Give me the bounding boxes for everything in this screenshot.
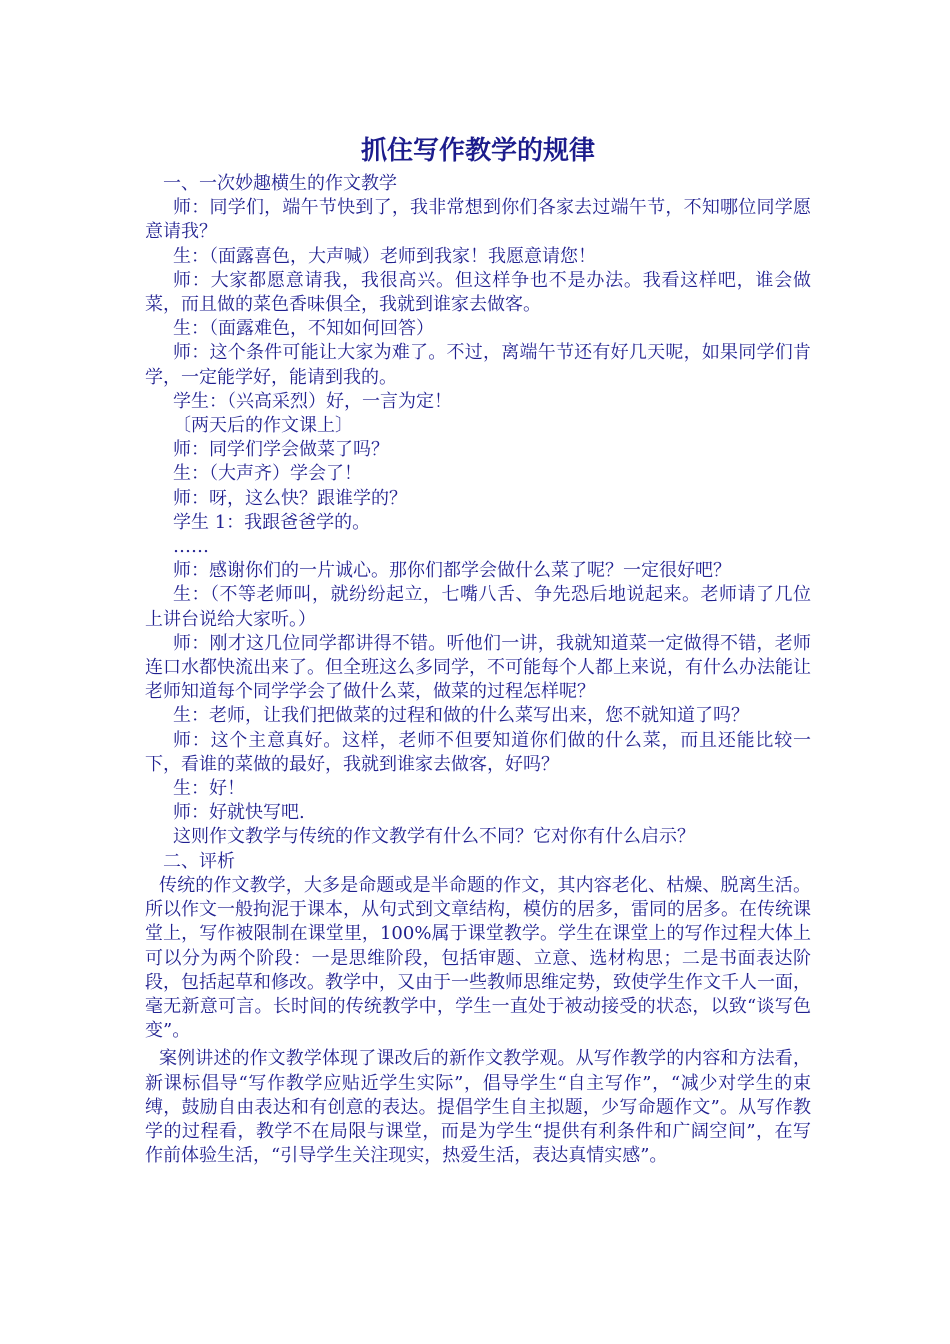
- dialogue-line: 生：（不等老师叫，就纷纷起立，七嘴八舌、争先恐后地说起来。老师请了几位上讲台说给大家听。）: [145, 584, 811, 630]
- dialogue-line: 师：同学们，端午节快到了，我非常想到你们各家去过端午节，不知哪位同学愿意请我？: [145, 197, 811, 243]
- dialogue-line: 师：感谢你们的一片诚心。那你们都学会做什么菜了呢？一定很好吧？: [173, 560, 731, 582]
- dialogue-line: 〔两天后的作文课上〕: [173, 415, 353, 437]
- document-page: [145, 133, 811, 1168]
- dialogue-line: 生：老师，让我们把做菜的过程和做的什么菜写出来，您不就知道了吗？: [173, 705, 749, 727]
- section-heading: 二、评析: [163, 850, 235, 872]
- dialogue-line: 师：这个主意真好。这样，老师不但要知道你们做的什么菜，而且还能比较一下，看谁的菜做的最好，我就到谁家去做客，好吗？: [145, 729, 811, 775]
- discussion-question: 这则作文教学与传统的作文教学有什么不同？它对你有什么启示？: [173, 826, 695, 848]
- dialogue-line: 生：（面露难色，不知如何回答）: [173, 318, 434, 340]
- dialogue-line: 师：好就快写吧.: [173, 802, 305, 824]
- dialogue-line: 生：（大声齐）学会了！: [173, 463, 362, 485]
- dialogue-line: ……: [173, 536, 209, 558]
- section-heading: 一、一次妙趣横生的作文教学: [163, 173, 397, 194]
- dialogue-line: 生：（面露喜色，大声喊）老师到我家！我愿意请您！: [173, 245, 596, 267]
- dialogue-line: 学生 1：我跟爸爸学的。: [173, 511, 371, 533]
- analysis-paragraph: 传统的作文教学，大多是命题或是半命题的作文，其内容老化、枯燥、脱离生活。所以作文一般拘泥于课本，从句式到文章结构，模仿的居多，雷同的居多。在传统课堂上，写作被限制在课堂里，100%属于课堂教学。学生在课堂上的写作过程大体上可以分为两个阶段：一是思维阶段，包括审题、立意、选材构思；二是书面表达阶段，包括起草和修改。教学中，又由于一些教师思维定势，致使学生作文千人一面，毫无新意可言。长时间的传统教学中，学生一直处于被动接受的状态，以致“谈写色变”。: [145, 874, 811, 1042]
- dialogue-line: 师：呀，这么快？跟谁学的？: [173, 487, 407, 509]
- analysis-paragraph: 案例讲述的作文教学体现了课改后的新作文教学观。从写作教学的内容和方法看，新课标倡导“写作教学应贴近学生实际”，倡导学生“自主写作”，“减少对学生的束缚，鼓励自由表达和有创意的表达。提倡学生自主拟题，少写命题作文”。从写作教学的过程看，教学不在局限与课堂，而是为学生“提供有利条件和广阔空间”，在写作前体验生活，“引导学生关注现实，热爱生活，表达真情实感”。: [145, 1048, 811, 1167]
- dialogue-line: 师：刚才这几位同学都讲得不错。听他们一讲，我就知道菜一定做得不错，老师连口水都快流出来了。但全班这么多同学，不可能每个人都上来说，有什么办法能让老师知道每个同学学会了做什么菜，做菜的过程怎样呢？: [145, 632, 811, 703]
- dialogue-line: 生：好！: [173, 778, 245, 800]
- document-title: 抓住写作教学的规律: [360, 136, 595, 166]
- dialogue-line: 师：大家都愿意请我，我很高兴。但这样争也不是办法。我看这样吧，谁会做菜，而且做的菜色香味俱全，我就到谁家去做客。: [145, 269, 811, 316]
- dialogue-line: 师：这个条件可能让大家为难了。不过，离端午节还有好几天呢，如果同学们肯学，一定能学好，能请到我的。: [145, 342, 811, 388]
- dialogue-line: 学生：（兴高采烈）好，一言为定！: [173, 390, 452, 412]
- dialogue-line: 师：同学们学会做菜了吗？: [173, 439, 389, 461]
